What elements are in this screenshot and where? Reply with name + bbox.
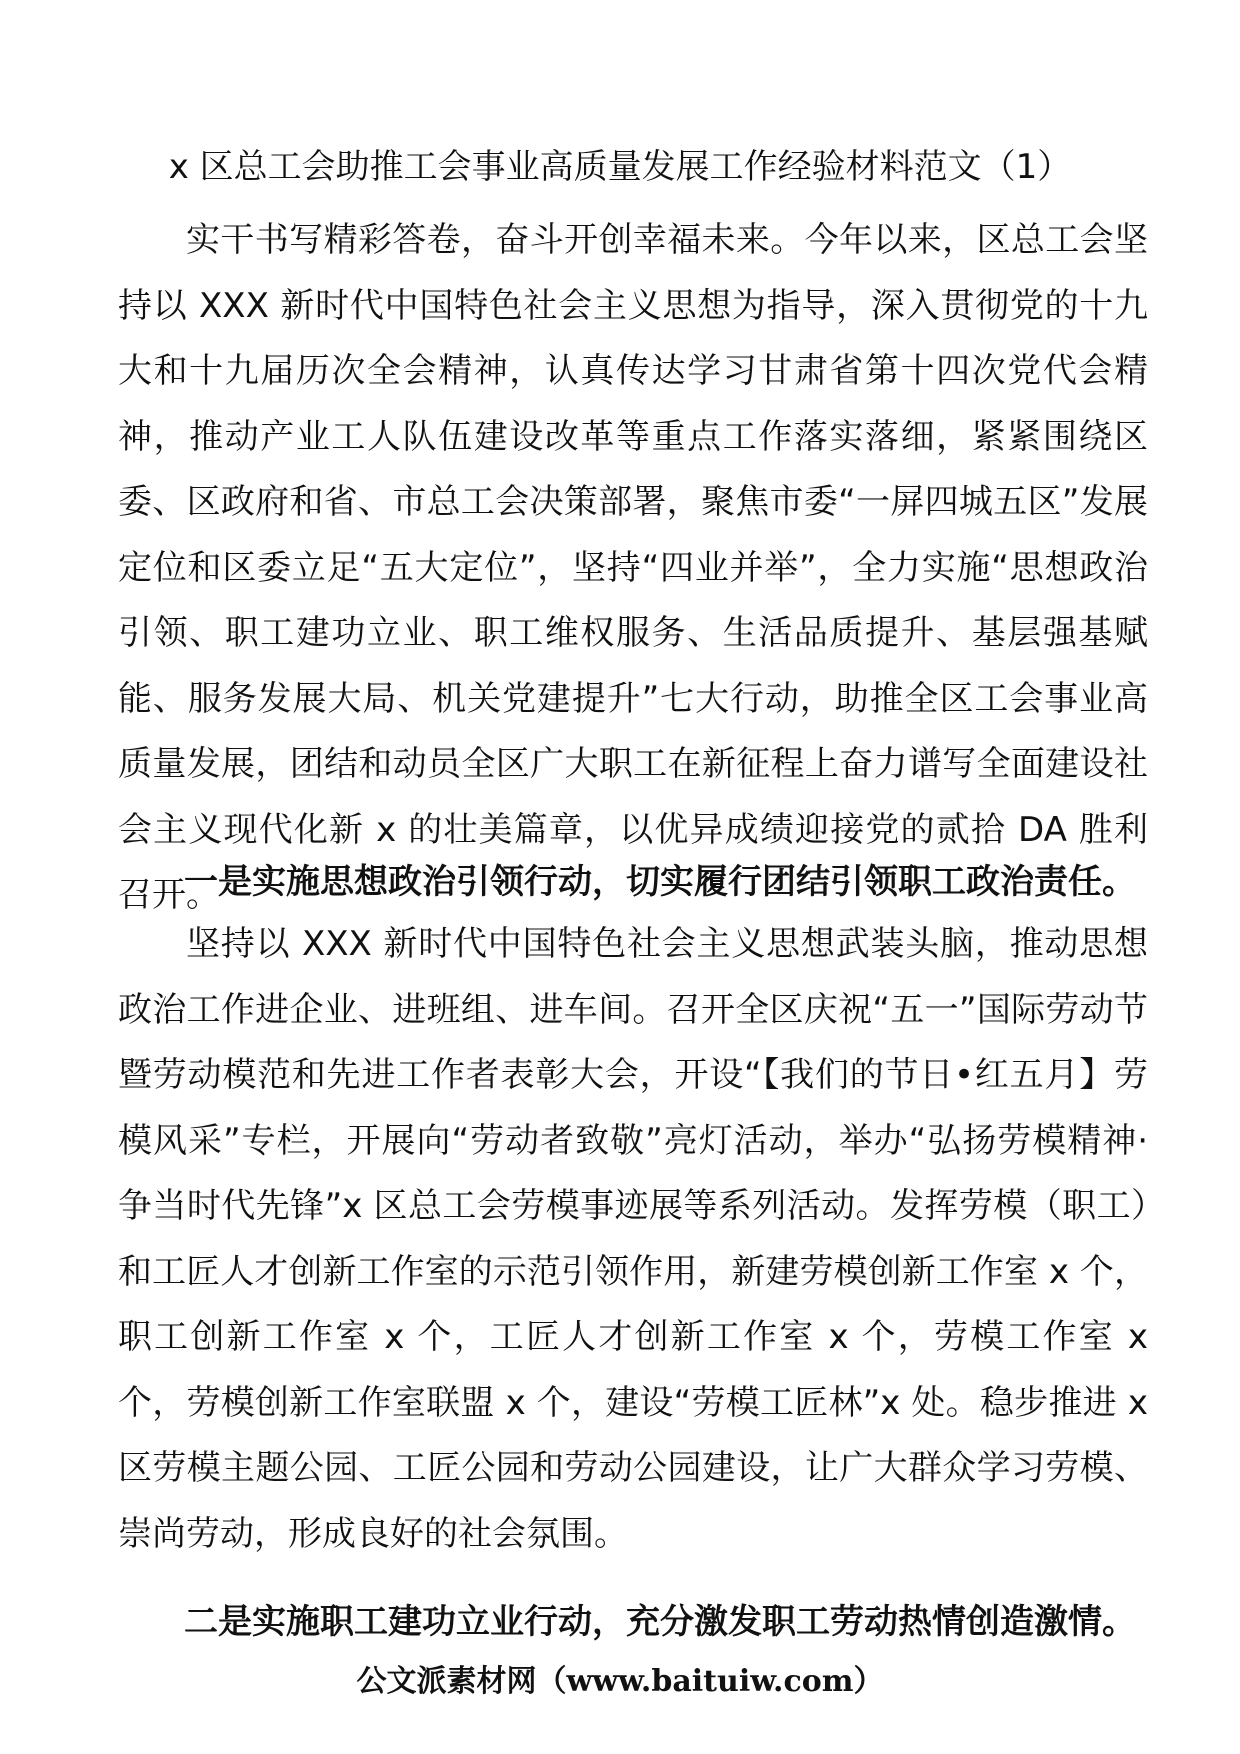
- section-2-heading: 二是实施职工建功立业行动，充分激发职工劳动热情创造激情。: [184, 1602, 1136, 1642]
- document-title: x 区总工会助推工会事业高质量发展工作经验材料范文（1）: [168, 147, 1072, 187]
- footer-source-text: 公文派素材网（www.baituiw.com）: [356, 1664, 884, 1699]
- intro-paragraph: 实干书写精彩答卷，奋斗开创幸福未来。今年以来，区总工会坚持以 XXX 新时代中国特色社会主义思想为指导，深入贯彻党的十九大和十九届历次全会精神，认真传达学习甘肃省第十四次党代会精神，推动产业工人队伍建设改革等重点工作落实落细，紧紧围绕区委、区政府和省、市总工会决策部署，聚焦市委“一屏四城五区”发展定位和区委立足“五大定位”，坚持“四业并举”，全力实施“思想政治引领、职工建功立业、职工维权服务、生活品质提升、基层强基赋能、服务发展大局、机关党建提升”七大行动，助推全区工会事业高质量发展，团结和动员全区广大职工在新征程上奋力谱写全面建设社会主义现代化新 x 的壮美篇章，以优异成绩迎接党的贰拾 DA 胜利召开。: [118, 220, 1148, 915]
- section-1-paragraph: 坚持以 XXX 新时代中国特色社会主义思想武装头脑，推动思想政治工作进企业、进班组、进车间。召开全区庆祝“五一”国际劳动节暨劳动模范和先进工作者表彰大会，开设“【我们的节日•红五月】劳模风采”专栏，开展向“劳动者致敬”亮灯活动，举办“弘扬劳模精神·争当时代先锋”x 区总工会劳模事迹展等系列活动。发挥劳模（职工）和工匠人才创新工作室的示范引领作用，新建劳模创新工作室 x 个，职工创新工作室 x 个，工匠人才创新工作室 x 个，劳模工作室 x 个，劳模创新工作室联盟 x 个，建设“劳模工匠林”x 处。稳步推进 x 区劳模主题公园、工匠公园和劳动公园建设，让广大群众学习劳模、崇尚劳动，形成良好的社会氛围。: [118, 924, 1148, 1554]
- section-1-heading: 一是实施思想政治引领行动，切实履行团结引领职工政治责任。: [184, 862, 1136, 902]
